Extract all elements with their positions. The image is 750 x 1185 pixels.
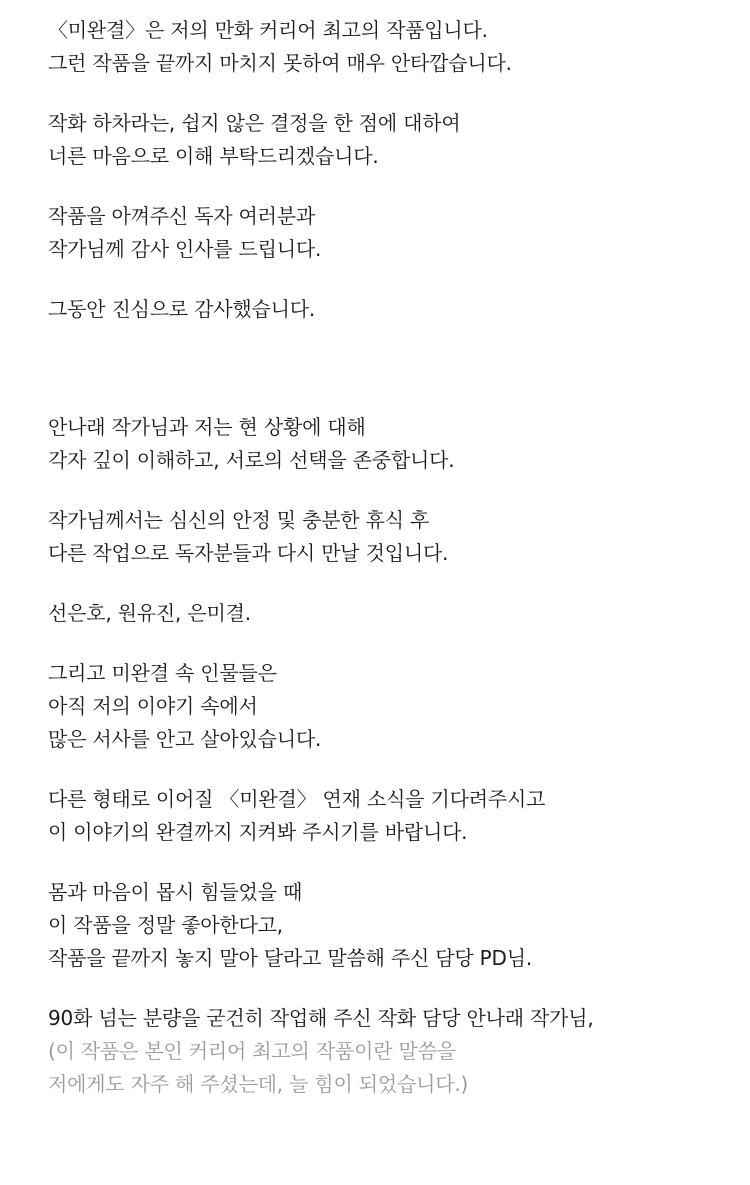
paragraph-future-serial (48, 783, 738, 849)
text-line: 많은 서사를 안고 살아있습니다. (48, 727, 322, 751)
text-line: 작가님께서는 심신의 안정 및 충분한 휴식 후 (48, 508, 430, 532)
text-line: 선은호, 원유진, 은미결. (48, 601, 251, 625)
text-line: 그런 작품을 끝까지 마치지 못하여 매우 안타깝습니다. (48, 51, 512, 75)
text-line: 90화 넘는 분량을 굳건히 작업해 주신 작화 담당 안나래 작가님, (48, 1006, 594, 1030)
paragraph-thanks-artist (48, 1002, 738, 1101)
text-line: 이 작품을 정말 좋아한다고, (48, 913, 283, 937)
text-line: 아직 저의 이야기 속에서 (48, 694, 258, 718)
text-line: 작화 하차라는, 쉽지 않은 결정을 한 점에 대하여 (48, 111, 461, 135)
text-line: 다른 형태로 이어질 〈미완결〉 연재 소식을 기다려주시고 (48, 787, 546, 811)
paragraph-characters-alive (48, 657, 738, 756)
text-line: 작가님께 감사 인사를 드립니다. (48, 237, 322, 261)
text-line: 너른 마음으로 이해 부탁드리겠습니다. (48, 144, 379, 168)
paragraph-career-best (48, 14, 738, 80)
text-line: 그리고 미완결 속 인물들은 (48, 661, 277, 685)
paragraph-thanks-readers (48, 200, 738, 266)
text-line: 다른 작업으로 독자분들과 다시 만날 것입니다. (48, 541, 449, 565)
text-line: 안나래 작가님과 저는 현 상황에 대해 (48, 415, 366, 439)
paragraph-thanks-pd (48, 876, 738, 975)
text-line: 이 이야기의 완결까지 지켜봐 주시기를 바랍니다. (48, 820, 468, 844)
paragraph-artist-rest (48, 504, 738, 570)
text-line: 〈미완결〉은 저의 만화 커리어 최고의 작품입니다. (48, 18, 488, 42)
statement-document (48, 14, 738, 1128)
paragraph-sincere-thanks (48, 293, 738, 326)
paragraph-art-departure (48, 107, 738, 173)
text-line: 작품을 아껴주신 독자 여러분과 (48, 204, 316, 228)
text-line: 그동안 진심으로 감사했습니다. (48, 297, 316, 321)
text-line-muted: (이 작품은 본인 커리어 최고의 작품이란 말씀을 (48, 1039, 456, 1063)
paragraph-character-names (48, 597, 738, 630)
paragraph-mutual-respect (48, 411, 738, 477)
text-line-muted: 저에게도 자주 해 주셨는데, 늘 힘이 되었습니다.) (48, 1072, 469, 1096)
text-line: 각자 깊이 이해하고, 서로의 선택을 존중합니다. (48, 448, 455, 472)
text-line: 작품을 끝까지 놓지 말아 달라고 말씀해 주신 담당 PD님. (48, 946, 532, 970)
text-line: 몸과 마음이 몹시 힘들었을 때 (48, 880, 303, 904)
